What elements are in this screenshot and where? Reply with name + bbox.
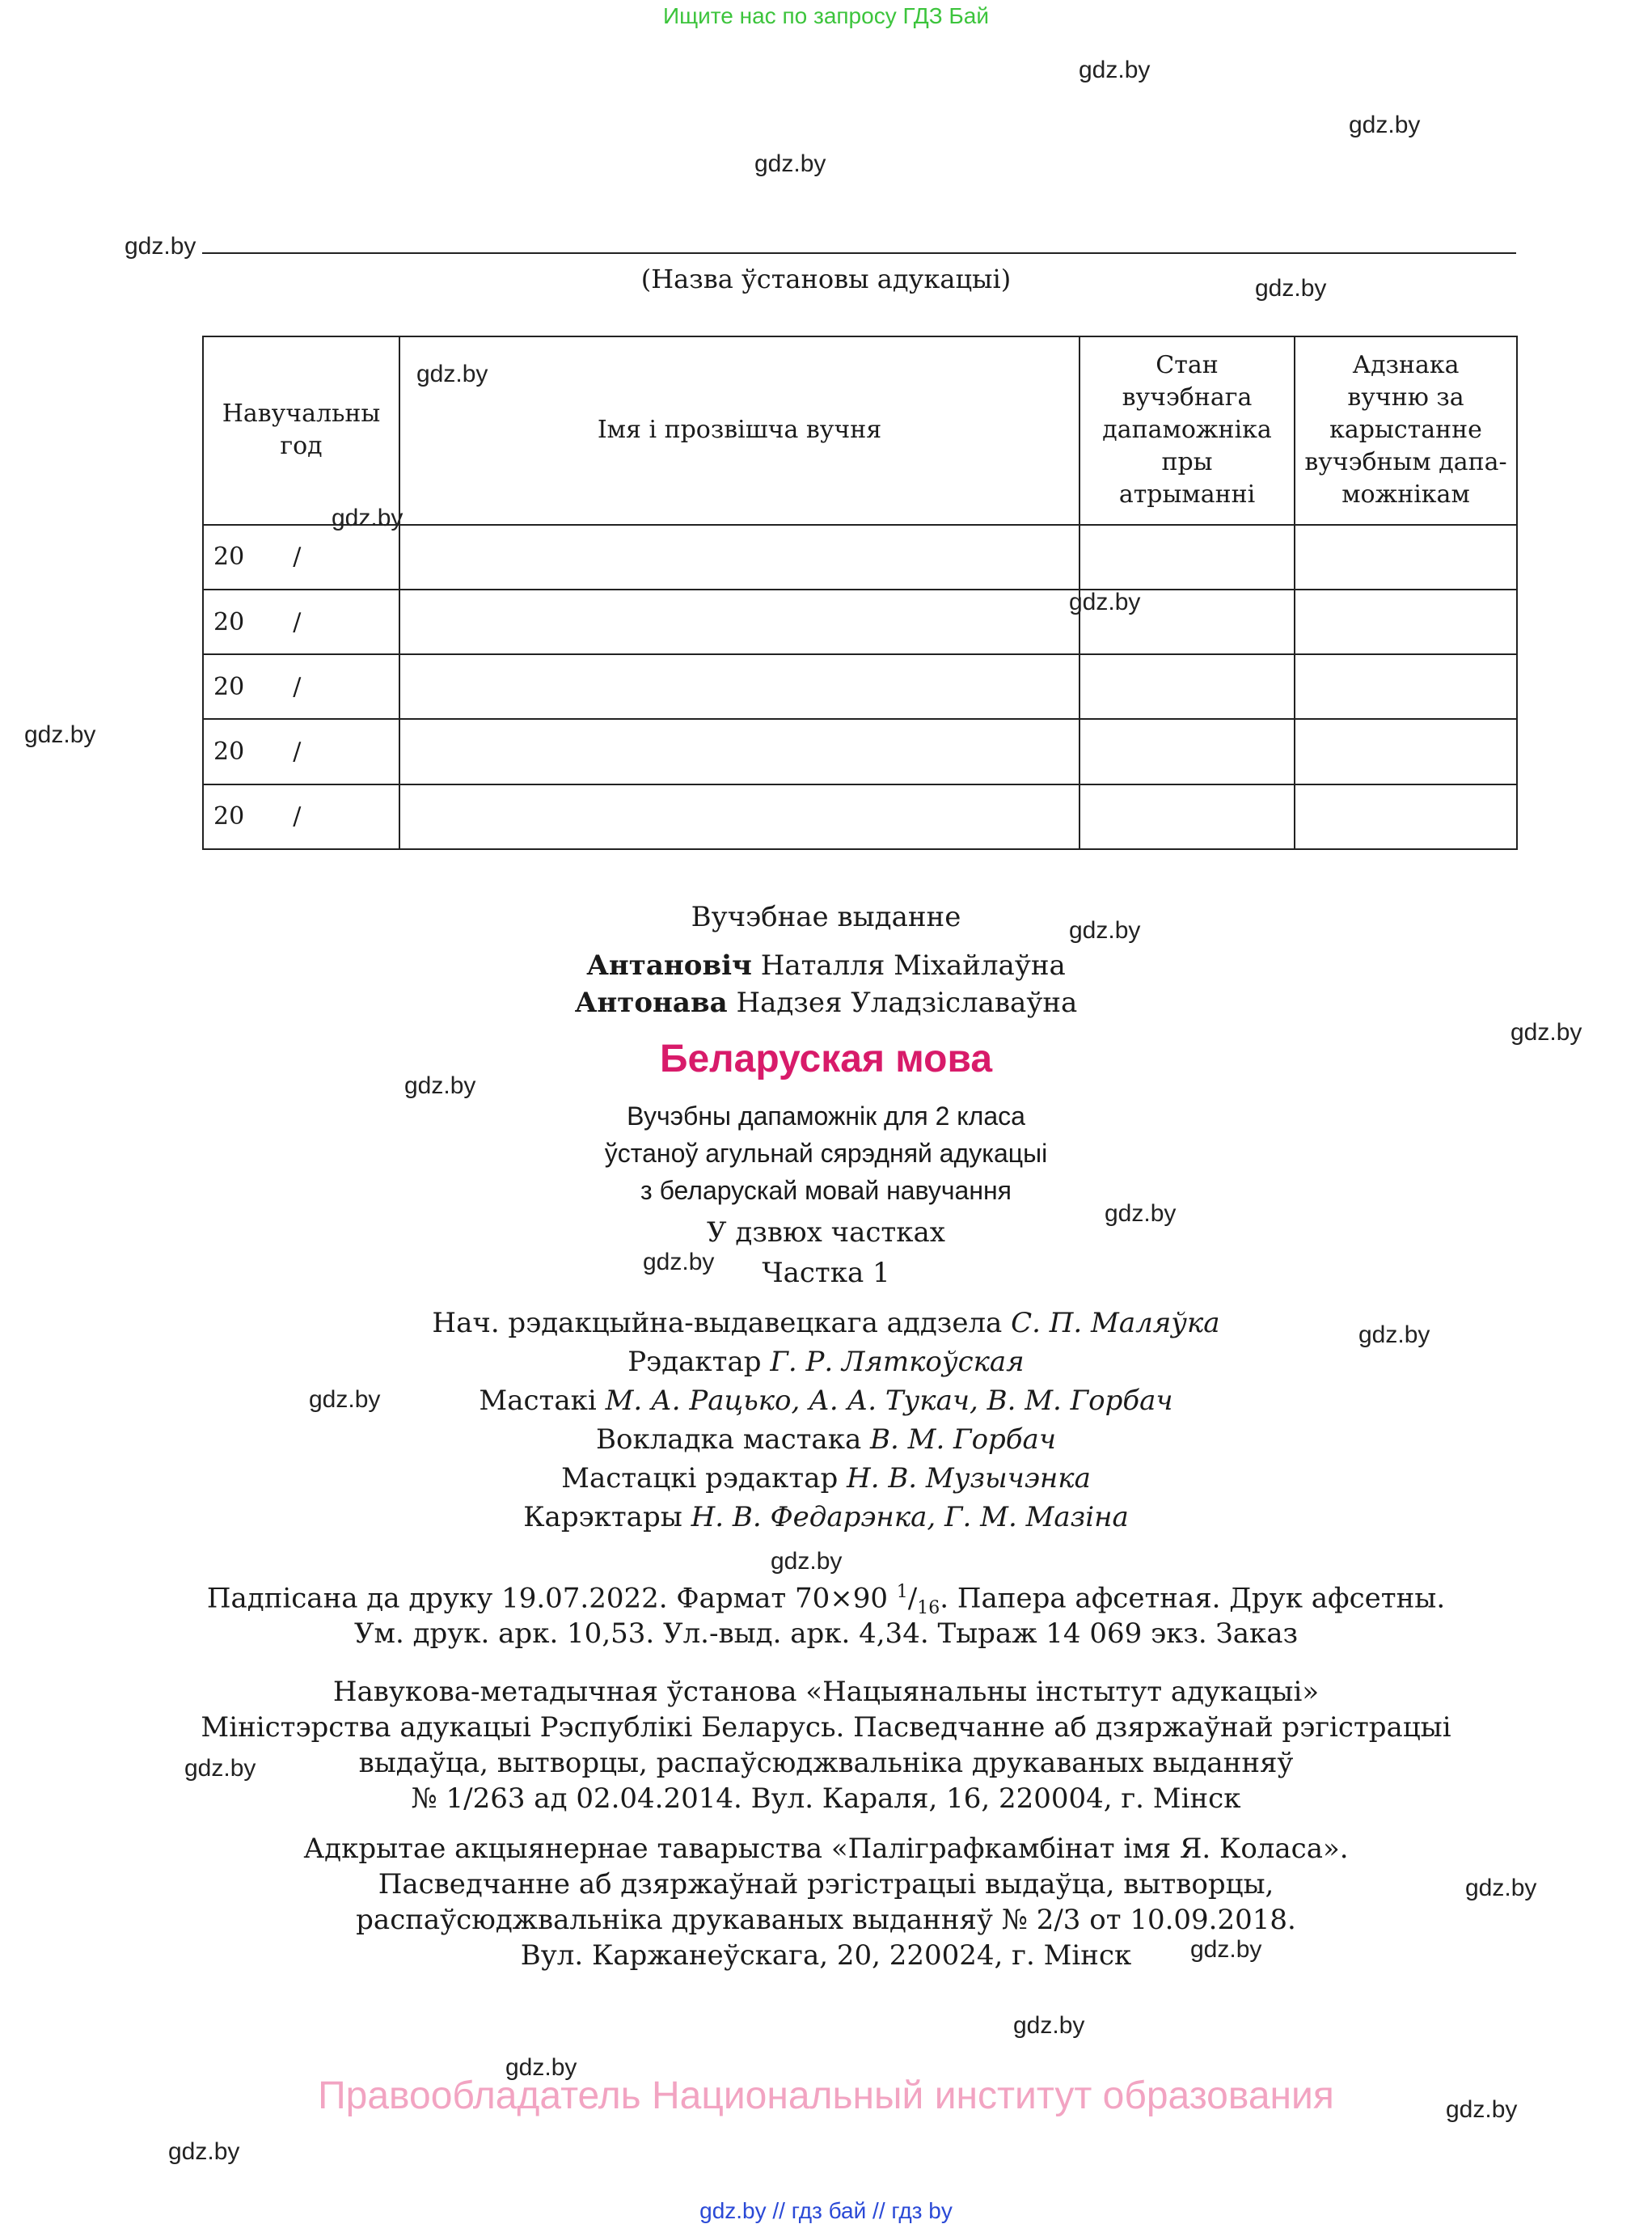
watermark: gdz.by	[1105, 1200, 1177, 1227]
watermark: gdz.by	[1013, 2012, 1085, 2039]
watermark: gdz.by	[332, 505, 403, 531]
footer-links[interactable]: gdz.by // гдз бай // гдз by	[699, 2198, 953, 2223]
watermark: gdz.by	[1358, 1321, 1430, 1348]
mark-cell[interactable]	[1295, 590, 1517, 654]
watermark: gdz.by	[754, 150, 826, 177]
table-row	[203, 784, 1517, 849]
name-cell[interactable]	[399, 654, 1080, 719]
watermark: gdz.by	[184, 1755, 256, 1782]
copyright-notice: Правообладатель Национальный институт образования	[318, 2074, 1334, 2117]
mark-cell[interactable]	[1295, 784, 1517, 849]
watermark: gdz.by	[1510, 1019, 1582, 1046]
year-cell: 20 /	[203, 525, 399, 590]
name-cell[interactable]	[399, 525, 1080, 590]
watermark: gdz.by	[168, 2138, 240, 2165]
table-row	[203, 525, 1517, 590]
condition-cell[interactable]	[1080, 784, 1295, 849]
watermark: gdz.by	[309, 1386, 381, 1413]
watermark: gdz.by	[1446, 2096, 1518, 2123]
name-cell[interactable]	[399, 590, 1080, 654]
watermark: gdz.by	[1079, 57, 1151, 83]
year-cell: 20 /	[203, 590, 399, 654]
header-student-name: Імя і прозвішча вучня	[399, 336, 1080, 525]
condition-cell[interactable]	[1080, 525, 1295, 590]
watermark: gdz.by	[1465, 1875, 1537, 1901]
watermark: gdz.by	[1069, 589, 1141, 615]
staff-line: Мастацкі рэдактар Н. В. Музычэнка	[561, 1462, 1091, 1495]
watermark: gdz.by	[24, 721, 96, 748]
watermark: gdz.by	[643, 1249, 715, 1275]
year-cell: 20 /	[203, 784, 399, 849]
top-search-banner: Ищите нас по запросу ГДЗ Бай	[662, 3, 990, 28]
institution-name-line	[202, 252, 1516, 254]
subtitle-line: ўстаноў агульнай сярэдняй адукацыі	[604, 1139, 1048, 1168]
printer-line: распаўсюджвальніка друкаваных выданняў № 2/3 от 10.09.2018.	[356, 1904, 1296, 1936]
watermark: gdz.by	[1255, 275, 1327, 302]
mark-cell[interactable]	[1295, 654, 1517, 719]
watermark: gdz.by	[1349, 112, 1421, 138]
name-cell[interactable]	[399, 719, 1080, 784]
watermark: gdz.by	[771, 1548, 843, 1575]
year-cell: 20 /	[203, 719, 399, 784]
watermark: gdz.by	[505, 2054, 577, 2081]
watermark: gdz.by	[416, 361, 488, 387]
printer-line: Вул. Каржанеўскага, 20, 220024, г. Мінск	[520, 1939, 1132, 1972]
institution-caption: (Назва ўстановы адукацыі)	[640, 264, 1012, 294]
table-row	[203, 590, 1517, 654]
staff-line: Мастакі М. А. Рацько, А. А. Тукач, В. М. Горбач	[479, 1385, 1173, 1417]
name-cell[interactable]	[399, 784, 1080, 849]
mark-cell[interactable]	[1295, 525, 1517, 590]
print-details-line: Падпісана да друку 19.07.2022. Фармат 70×90 $^1/_{16}$. Папера афсетная. Друк афсетны.	[206, 1582, 1446, 1619]
part-number: Частка 1	[762, 1257, 890, 1289]
publisher-line: выдаўца, вытворцы, распаўсюджвальніка друкаваных выданняў	[358, 1747, 1294, 1779]
subtitle-line: з беларускай мовай навучання	[640, 1176, 1012, 1205]
watermark: gdz.by	[125, 233, 196, 260]
author-2: Антонава Надзея Уладзіславаўна	[574, 987, 1078, 1019]
printer-line: Пасведчанне аб дзяржаўнай рэгістрацыі выдаўца, вытворцы,	[378, 1868, 1274, 1901]
staff-line: Вокладка мастака В. М. Горбач	[596, 1423, 1056, 1456]
author-1: Антановіч Наталля Міхайлаўна	[586, 949, 1066, 982]
mark-cell[interactable]	[1295, 719, 1517, 784]
watermark: gdz.by	[404, 1072, 476, 1099]
year-cell: 20 /	[203, 654, 399, 719]
watermark: gdz.by	[1069, 917, 1141, 944]
printer-line: Адкрытае акцыянернае таварыства «Паліграфкамбінат імя Я. Коласа».	[303, 1833, 1349, 1865]
watermark: gdz.by	[1190, 1936, 1262, 1963]
parts-count: У дзвюх частках	[707, 1216, 945, 1249]
header-academic-year: Навучальны год	[203, 336, 399, 525]
textbook-issue-table	[202, 336, 1518, 850]
condition-cell[interactable]	[1080, 654, 1295, 719]
print-details-line: Ум. друк. арк. 10,53. Ул.-выд. арк. 4,34. Тыраж 14 069 экз. Заказ	[353, 1617, 1299, 1650]
header-condition: Стан вучэбнага дапаможніка пры атрыманні	[1080, 336, 1295, 525]
publisher-line: Міністэрства адукацыі Рэспублікі Беларусь. Пасведчанне аб дзяржаўнай рэгістрацыі	[201, 1711, 1451, 1744]
condition-cell[interactable]	[1080, 590, 1295, 654]
edition-type: Вучэбнае выданне	[691, 901, 961, 933]
publisher-line: Навукова-метадычная ўстанова «Нацыянальны інстытут адукацыі»	[332, 1676, 1320, 1708]
publisher-line: № 1/263 ад 02.04.2014. Вул. Караля, 16, 220004, г. Мінск	[411, 1782, 1241, 1815]
staff-line: Нач. рэдакцыйна-выдавецкага аддзела С. П. Маляўка	[432, 1307, 1220, 1339]
staff-line: Карэктары Н. В. Федарэнка, Г. М. Мазіна	[523, 1501, 1129, 1533]
table-row	[203, 719, 1517, 784]
subtitle-line: Вучэбны дапаможнік для 2 класа	[627, 1101, 1025, 1131]
condition-cell[interactable]	[1080, 719, 1295, 784]
table-header-row	[203, 336, 1517, 525]
header-mark: Адзнака вучню за карыстанне вучэбным дапа- можнікам	[1295, 336, 1517, 525]
book-title: Беларуская мова	[659, 1038, 993, 1080]
table-row	[203, 654, 1517, 719]
staff-line: Рэдактар Г. Р. Ляткоўская	[627, 1346, 1025, 1378]
